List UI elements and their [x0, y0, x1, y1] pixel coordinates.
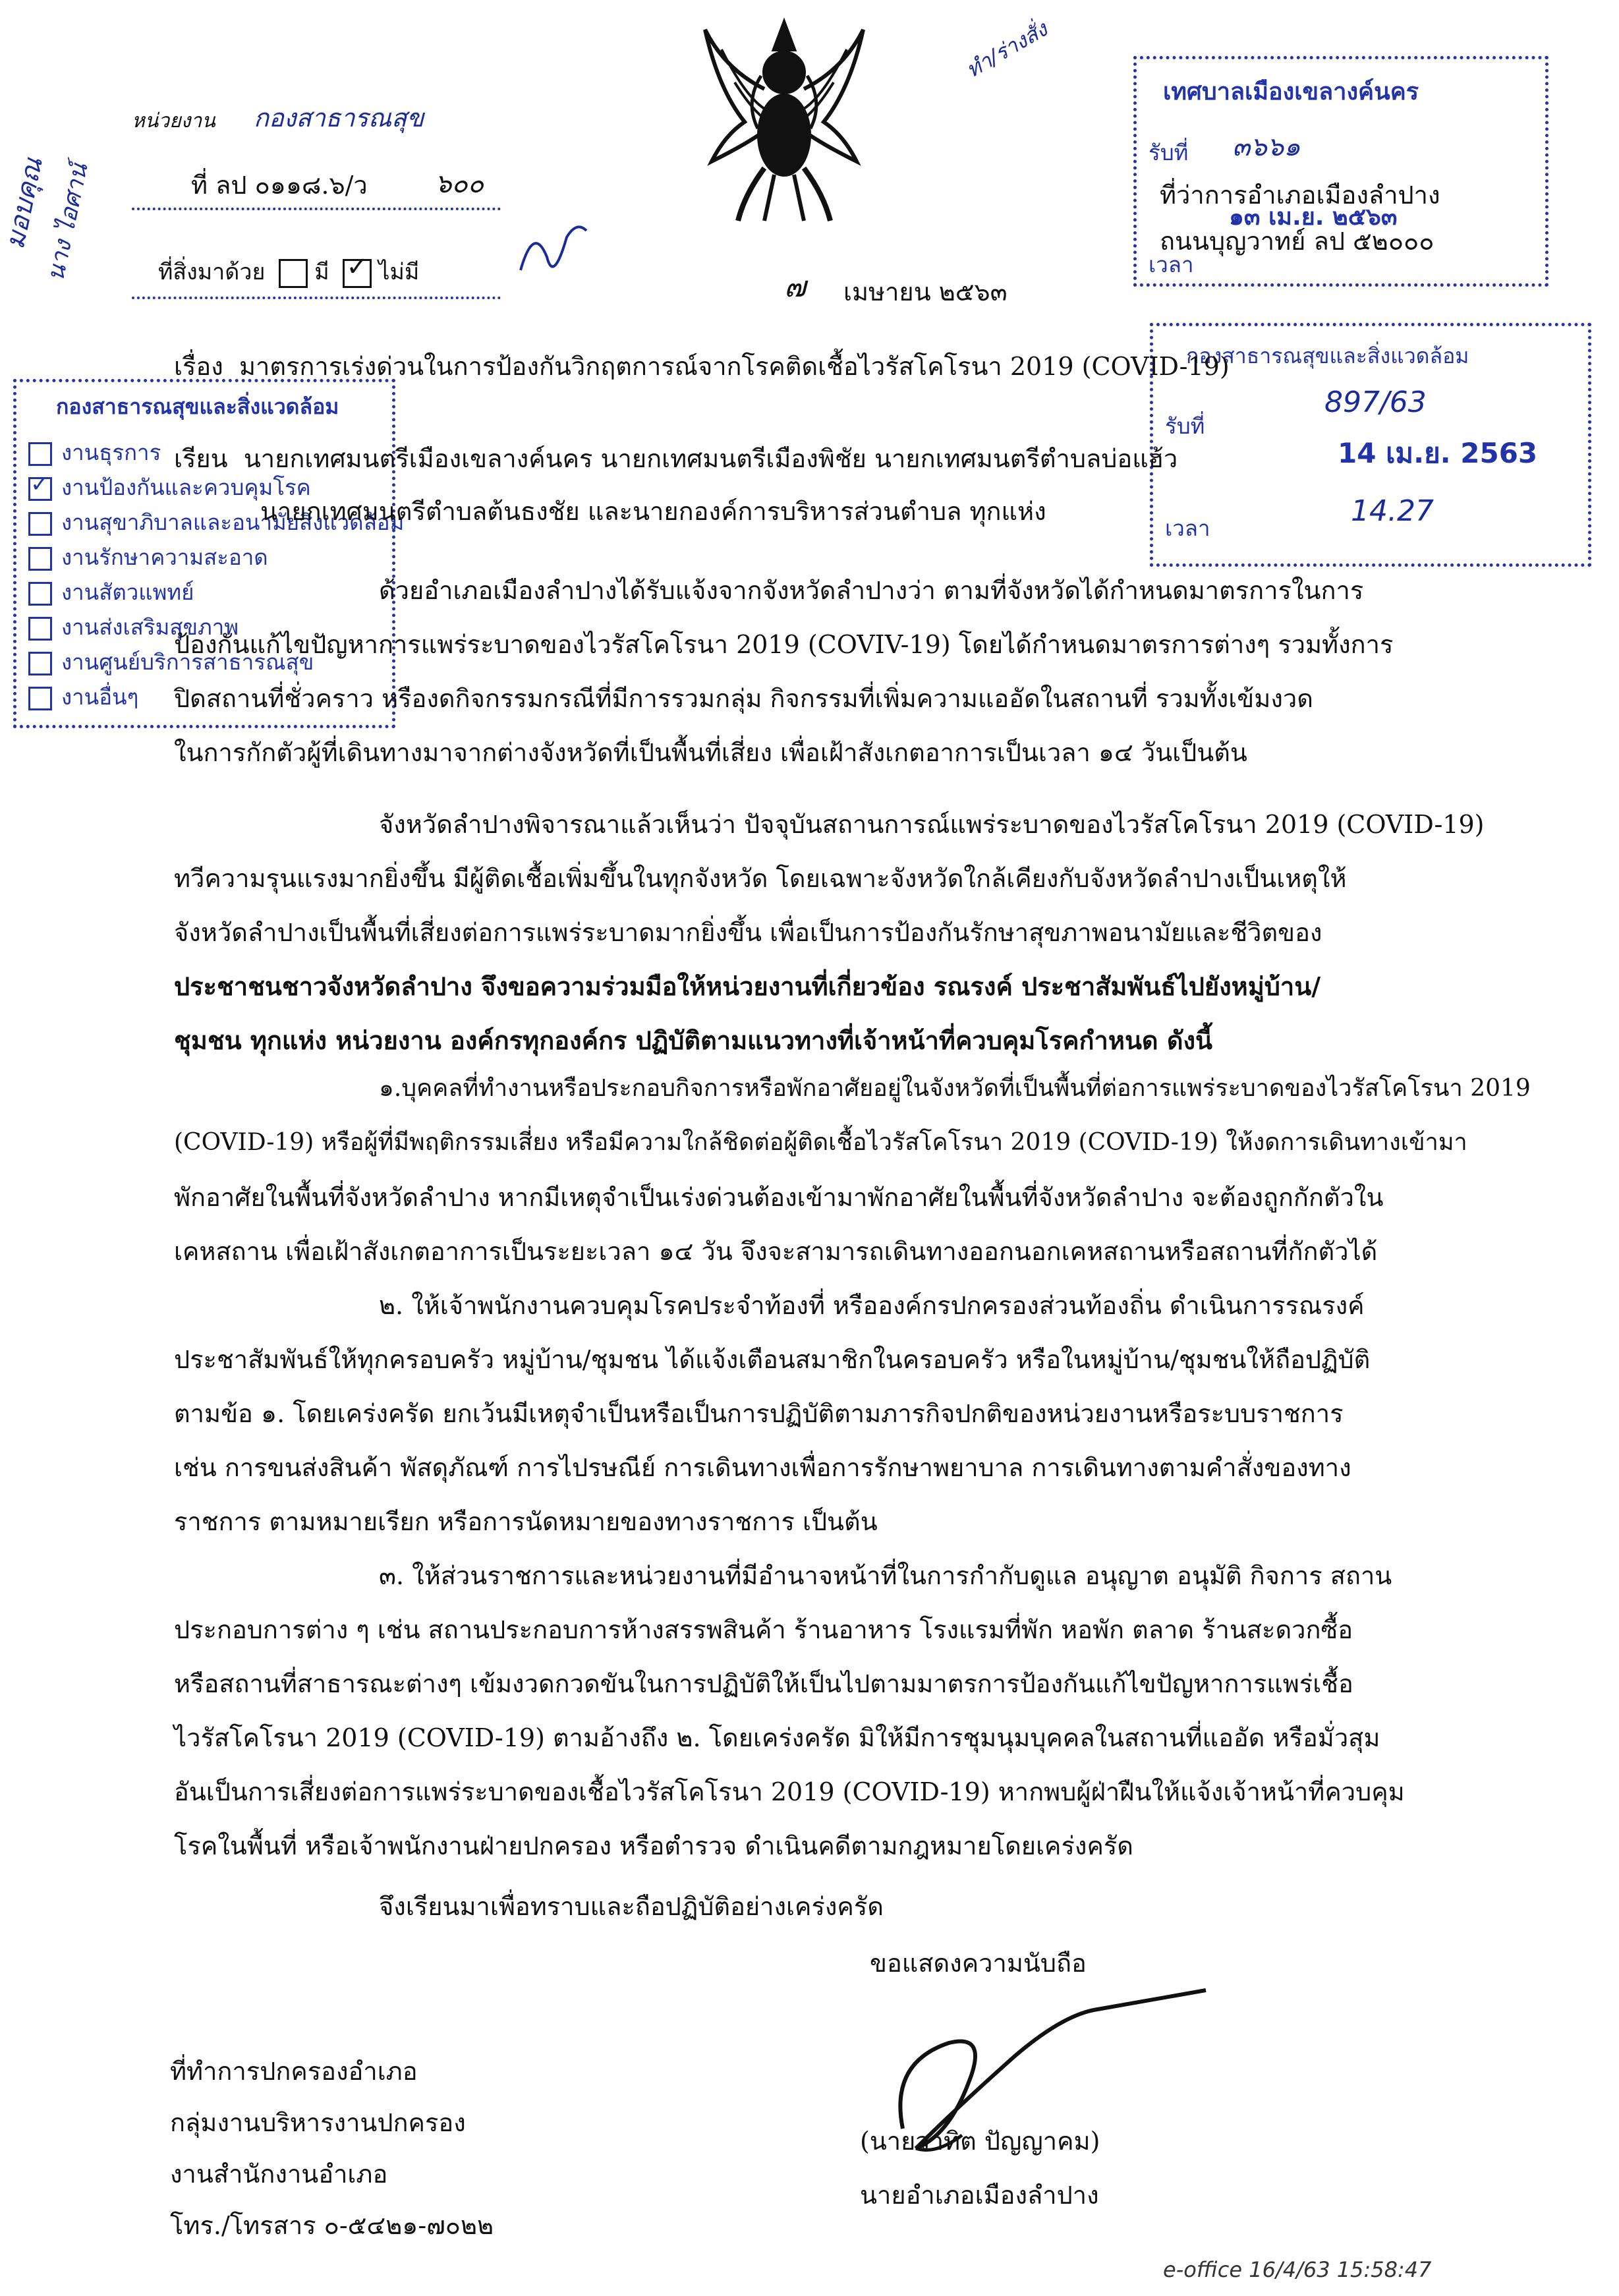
- body-line: หรือสถานที่สาธารณะต่างๆ เข้มงวดกวดขันในการปฏิบัติให้เป็นไปตามมาตรการป้องกันแก้ไขปัญหาการแพร่เชื้อ: [174, 1669, 1353, 1698]
- checklist-item: งานสุขาภิบาลและอนามัยสิ่งแวดล้อม: [28, 505, 404, 540]
- checklist-checkbox[interactable]: [28, 582, 52, 606]
- footer-phone: โทร./โทรสาร ๐-๕๔๒๑-๗๐๒๒: [170, 2211, 494, 2240]
- top-center-note: ทำ/ร่างสั่ง: [961, 16, 1052, 83]
- doc-number-label: ที่ ลป ๐๑๑๘.๖/ว: [191, 171, 368, 200]
- subject-text: มาตรการเร่งด่วนในการป้องกันวิกฤตการณ์จากโรคติดเชื้อไวรัสโคโรนา 2019 (COVID-19): [239, 352, 1230, 381]
- garuda-emblem: [698, 10, 870, 227]
- body-line: ป้องกันแก้ไขปัญหาการแพร่ระบาดของไวรัสโคโรนา 2019 (COVIV-19) โดยได้กำหนดมาตรการต่างๆ รวมทั้งการ: [174, 630, 1394, 659]
- stamp2-recv-no: 897/63: [1324, 386, 1427, 419]
- body-line: พักอาศัยในพื้นที่จังหวัดลำปาง หากมีเหตุจำเป็นเร่งด่วนต้องเข้ามาพักอาศัยในพื้นที่จังหวัดลำปาง จะต้องถูกกักตัวใน: [174, 1183, 1384, 1212]
- recipient-label: เรียน: [174, 444, 228, 473]
- stamp-date: ๑๓ เม.ย. ๒๕๖๓: [1229, 204, 1398, 231]
- dotted-rule-2: [132, 297, 501, 299]
- recipient-line-2: นายกเทศมนตรีตำบลต้นธงชัย และนายกองค์การบริหารส่วนตำบล ทุกแห่ง: [260, 497, 1046, 526]
- attachment-no-label: ไม่มี: [378, 259, 420, 285]
- checklist-checkbox[interactable]: [28, 617, 52, 641]
- body-line: (COVID-19) หรือผู้ที่มีพฤติกรรมเสี่ยง หรือมีความใกล้ชิดต่อผู้ติดเชื้อไวรัสโคโรนา 2019 (COVID-19) ให้งดการเดินทางเข้ามา: [174, 1129, 1467, 1156]
- margin-note: มอบคุณ: [0, 155, 49, 252]
- stamp-title: เทศบาลเมืองเขลางค์นคร: [1163, 78, 1419, 105]
- body-line: ปิดสถานที่ชั่วคราว หรืองดกิจกรรมกรณีที่มีการรวมกลุ่ม กิจกรรมที่เพิ่มความแออัดในสถานที่ รวมทั้งเข้มงวด: [174, 684, 1313, 713]
- body-line: ทวีความรุนแรงมากยิ่งขึ้น มีผู้ติดเชื้อเพิ่มขึ้นในทุกจังหวัด โดยเฉพาะจังหวัดใกล้เคียงกับจังหวัดลำปางเป็นเหตุให้: [174, 864, 1347, 893]
- body-line: จังหวัดลำปางพิจารณาแล้วเห็นว่า ปัจจุบันสถานการณ์แพร่ระบาดของไวรัสโคโรนา 2019 (COVID-19): [379, 810, 1485, 839]
- body-line: ชุมชน ทุกแห่ง หน่วยงาน องค์กรทุกองค์กร ปฏิบัติตามแนวทางที่เจ้าหน้าที่ควบคุมโรคกำหนด ดังนี้: [174, 1025, 1213, 1055]
- body-line: ประกอบการต่าง ๆ เช่น สถานประกอบการห้างสรรพสินค้า ร้านอาหาร โรงแรมที่พัก หอพัก ตลาด ร้านสะดวกซื้อ: [174, 1615, 1353, 1644]
- stamp2-title: กองสาธารณสุขและสิ่งแวดล้อม: [1186, 343, 1469, 368]
- body-line: จังหวัดลำปางเป็นพื้นที่เสี่ยงต่อการแพร่ระบาดมากยิ่งขึ้น เพื่อเป็นการป้องกันรักษาสุขภาพอนามัยและชีวิตของ: [174, 918, 1322, 947]
- body-line: ตามข้อ ๑. โดยเคร่งครัด ยกเว้นมีเหตุจำเป็นหรือเป็นการปฏิบัติตามภารกิจปกติของหน่วยงานหรือระบบราชการ: [174, 1399, 1344, 1428]
- checklist-checkbox[interactable]: [28, 687, 52, 710]
- dotted-rule: [132, 208, 501, 210]
- subject-line: [174, 346, 1230, 386]
- doc-number-value: ๖๐๐: [435, 169, 484, 199]
- body-line: ราชการ ตามหมายเรียก หรือการนัดหมายของทางราชการ เป็นต้น: [174, 1507, 878, 1536]
- stamp2-recv-label: รับที่: [1165, 413, 1205, 439]
- footer-office: ที่ทำการปกครองอำเภอ: [170, 2057, 418, 2086]
- stamp-recv-no: ๓๖๖๑: [1232, 132, 1301, 162]
- body-line: โรคในพื้นที่ หรือเจ้าพนักงานฝ่ายปกครอง หรือตำรวจ ดำเนินคดีตามกฎหมายโดยเคร่งครัด: [174, 1831, 1133, 1860]
- stamp-time-label: เวลา: [1149, 252, 1194, 277]
- date-day: ๗: [784, 270, 807, 304]
- sender-address-2: ถนนบุญวาทย์ ลป ๕๒๐๐๐: [1160, 227, 1434, 256]
- regards-text: ขอแสดงความนับถือ: [870, 1949, 1087, 1978]
- document-date: เมษายน ๒๕๖๓: [843, 277, 1008, 306]
- checklist-item: งานส่งเสริมสุขภาพ: [28, 610, 239, 645]
- checklist-checkbox[interactable]: [28, 442, 52, 466]
- dept-handwritten: กองสาธารณสุข: [254, 103, 424, 132]
- stamp2-date: 14 เม.ย. 2563: [1338, 437, 1538, 469]
- checklist-checkbox[interactable]: [28, 512, 52, 536]
- body-line: ๓. ให้ส่วนราชการและหน่วยงานที่มีอำนาจหน้าที่ในการกำกับดูแล อนุญาต อนุมัติ กิจการ สถาน: [379, 1561, 1392, 1590]
- sender-address-1: ที่ว่าการอำเภอเมืองลำปาง: [1160, 181, 1440, 210]
- stamp2-time-label: เวลา: [1165, 515, 1210, 541]
- margin-note-2: นาง ไอศาน์: [42, 161, 94, 284]
- attachment-row: [158, 254, 419, 289]
- recipient-line-1: [174, 438, 1178, 478]
- routing-checklist-stamp: [13, 379, 405, 728]
- footer-unit: งานสำนักงานอำเภอ: [170, 2160, 388, 2189]
- checklist-checkbox[interactable]: [28, 547, 52, 571]
- checklist-title: กองสาธารณสุขและสิ่งแวดล้อม: [56, 394, 339, 419]
- attachment-yes-label: มี: [314, 259, 329, 285]
- signatory-name: (นายวาทิต ปัญญาคม): [860, 2127, 1100, 2156]
- checklist-checkbox-checked[interactable]: ✓: [28, 477, 52, 501]
- checklist-item: งานรักษาความสะอาด: [28, 540, 268, 575]
- body-line: ไวรัสโคโรนา 2019 (COVID-19) ตามอ้างถึง ๒. โดยเคร่งครัด มิให้มีการชุมนุมบุคคลในสถานที่แออัด หรือมั่วสุม: [174, 1723, 1380, 1752]
- closing-line: จึงเรียนมาเพื่อทราบและถือปฏิบัติอย่างเคร่งครัด: [379, 1892, 884, 1921]
- stamp-recv-label: รับที่: [1149, 140, 1189, 165]
- checklist-item: งานศูนย์บริการสาธารณสุข: [28, 645, 314, 679]
- attachment-no-checkbox[interactable]: ✓: [343, 259, 372, 288]
- recipient-text-1: นายกเทศมนตรีเมืองเขลางค์นคร นายกเทศมนตรีเมืองพิชัย นายกเทศมนตรีตำบลบ่อแฮ้ว: [243, 444, 1178, 473]
- body-line: ในการกักตัวผู้ที่เดินทางมาจากต่างจังหวัดที่เป็นพื้นที่เสี่ยง เพื่อเฝ้าสังเกตอาการเป็นเวลา ๑๔ วันเป็นต้น: [174, 738, 1247, 767]
- attachment-yes-checkbox[interactable]: [279, 259, 308, 288]
- dept-label: หน่วยงาน: [132, 109, 215, 132]
- checklist-item: ✓ งานป้องกันและควบคุมโรค: [28, 470, 311, 505]
- checklist-item: งานอื่นๆ: [28, 679, 138, 714]
- eoffice-timestamp: e-office 16/4/63 15:58:47: [1163, 2257, 1432, 2282]
- subject-label: เรื่อง: [174, 352, 223, 381]
- initial-scribble: [514, 217, 593, 293]
- body-line: เคหสถาน เพื่อเฝ้าสังเกตอาการเป็นระยะเวลา ๑๔ วัน จึงจะสามารถเดินทางออกนอกเคหสถานหรือสถานที่กักตัวได้: [174, 1237, 1378, 1266]
- body-line: ๒. ให้เจ้าพนักงานควบคุมโรคประจำท้องที่ หรือองค์กรปกครองส่วนท้องถิ่น ดำเนินการรณรงค์: [379, 1291, 1365, 1320]
- body-line: ประชาชนชาวจังหวัดลำปาง จึงขอความร่วมมือให้หน่วยงานที่เกี่ยวข้อง รณรงค์ ประชาสัมพันธ์ไปยังหมู่บ้าน/: [174, 971, 1321, 1001]
- signatory-title: นายอำเภอเมืองลำปาง: [860, 2181, 1099, 2210]
- body-line: ประชาสัมพันธ์ให้ทุกครอบครัว หมู่บ้าน/ชุมชน ได้แจ้งเตือนสมาชิกในครอบครัว หรือในหมู่บ้าน/ชุมชนให้ถือปฏิบัติ: [174, 1345, 1371, 1374]
- stamp2-time: 14.27: [1351, 494, 1434, 528]
- body-line: เช่น การขนส่งสินค้า พัสดุภัณฑ์ การไปรษณีย์ การเดินทางเพื่อการรักษาพยาบาล การเดินทางตามคำสั่งของทาง: [174, 1453, 1351, 1482]
- checklist-item: งานสัตวแพทย์: [28, 575, 194, 610]
- footer-group: กลุ่มงานบริหารงานปกครอง: [170, 2108, 466, 2137]
- checklist-item: งานธุรการ: [28, 435, 161, 470]
- body-line: ๑.บุคคลที่ทำงานหรือประกอบกิจการหรือพักอาศัยอยู่ในจังหวัดที่เป็นพื้นที่ต่อการแพร่ระบาดของไวรัสโคโรนา 2019: [379, 1075, 1531, 1102]
- body-line: ด้วยอำเภอเมืองลำปางได้รับแจ้งจากจังหวัดลำปางว่า ตามที่จังหวัดได้กำหนดมาตรการในการ: [379, 576, 1364, 605]
- body-line: อันเป็นการเสี่ยงต่อการแพร่ระบาดของเชื้อไวรัสโคโรนา 2019 (COVID-19) หากพบผู้ฝ่าฝืนให้แจ้งเจ้าหน้าที่ควบคุม: [174, 1777, 1405, 1806]
- attachment-label: ที่สิ่งมาด้วย: [158, 259, 266, 285]
- checklist-checkbox[interactable]: [28, 652, 52, 675]
